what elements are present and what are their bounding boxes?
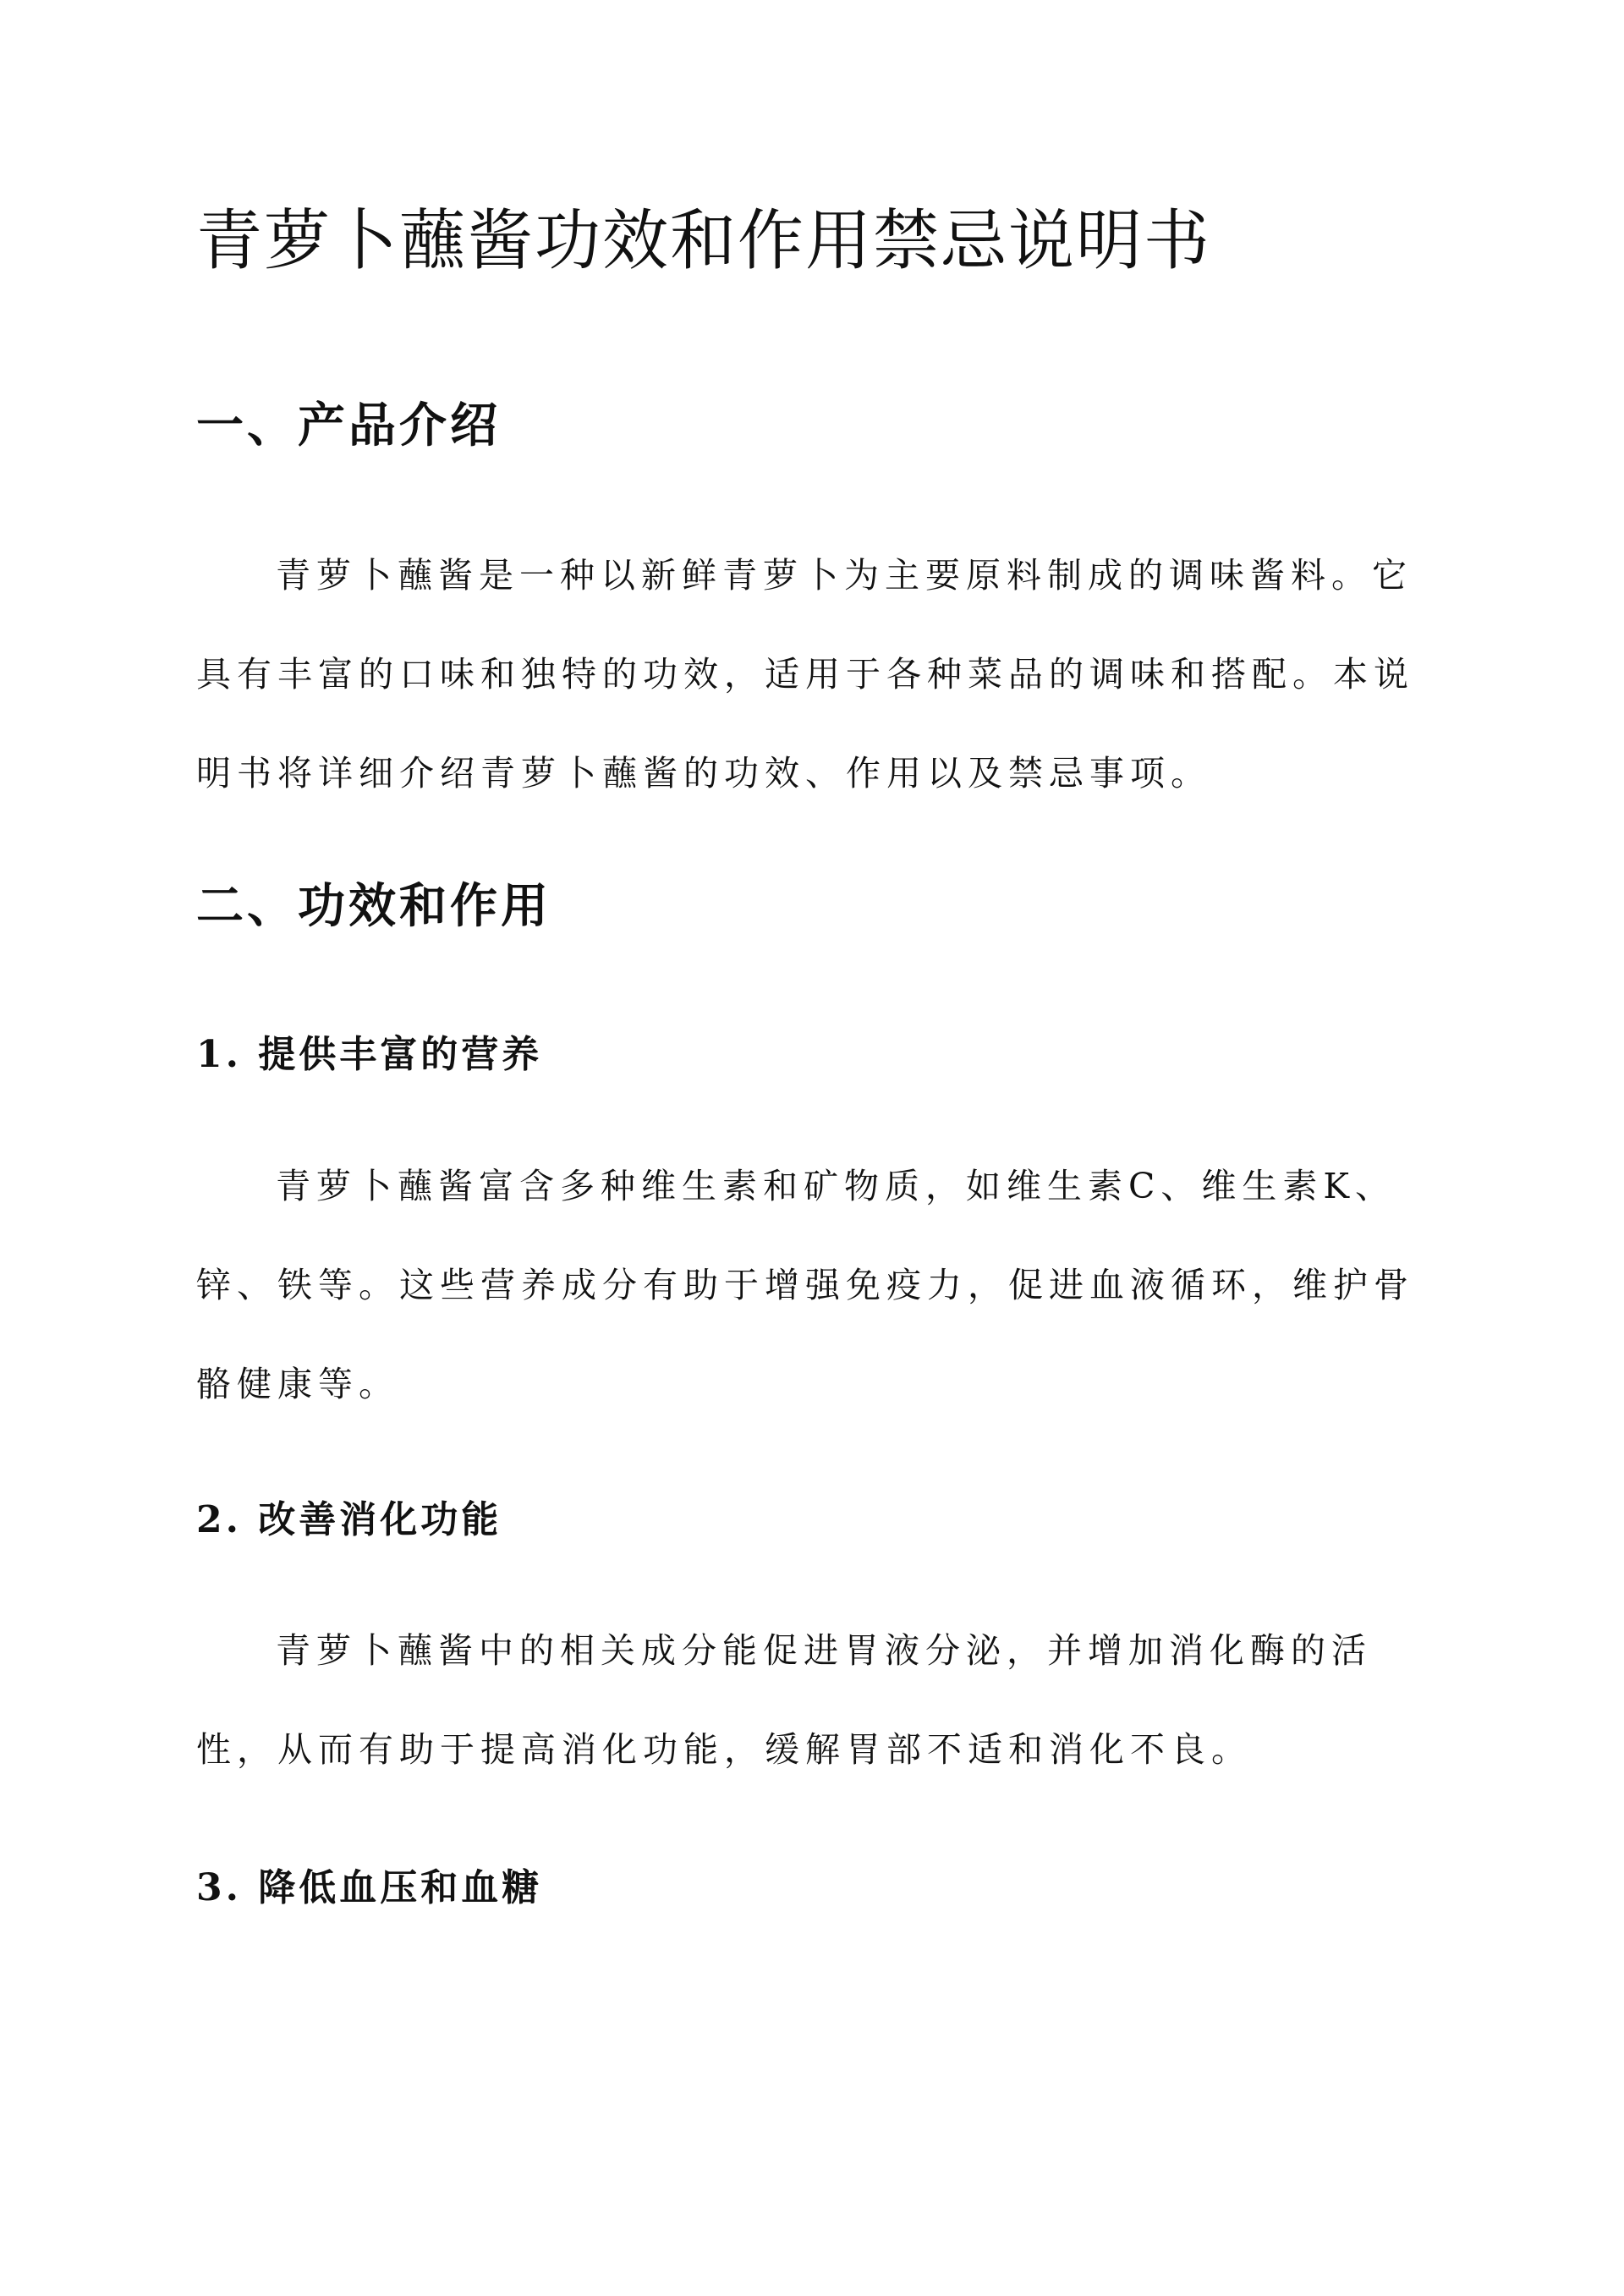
intro-paragraph: 青萝卜蘸酱是一种以新鲜青萝卜为主要原料制成的调味酱料。它具有丰富的口味和独特的功效，适用于各种菜品的调味和搭配。本说明书将详细介绍青萝卜蘸酱的功效、作用以及禁忌事项。: [196, 555, 1414, 794]
subsection-heading-blood-pressure: 3. 降低血压和血糖: [196, 1866, 543, 1909]
digestion-paragraph: 青萝卜蘸酱中的相关成分能促进胃液分泌，并增加消化酶的活性，从而有助于提高消化功能，缓解胃部不适和消化不良。: [196, 1630, 1372, 1770]
nutrition-paragraph: 青萝卜蘸酱富含多种维生素和矿物质，如维生素C、维生素K、锌、铁等。这些营养成分有助于增强免疫力，促进血液循环，维护骨骼健康等。: [196, 1166, 1414, 1404]
section-heading-intro: 一、产品介绍: [196, 398, 501, 453]
document-title: 青萝卜蘸酱功效和作用禁忌说明书: [196, 203, 1212, 279]
subsection-heading-digestion: 2. 改善消化功能: [196, 1498, 502, 1541]
section-heading-effects: 二、功效和作用: [196, 878, 551, 934]
subsection-heading-nutrition: 1. 提供丰富的营养: [196, 1033, 543, 1076]
